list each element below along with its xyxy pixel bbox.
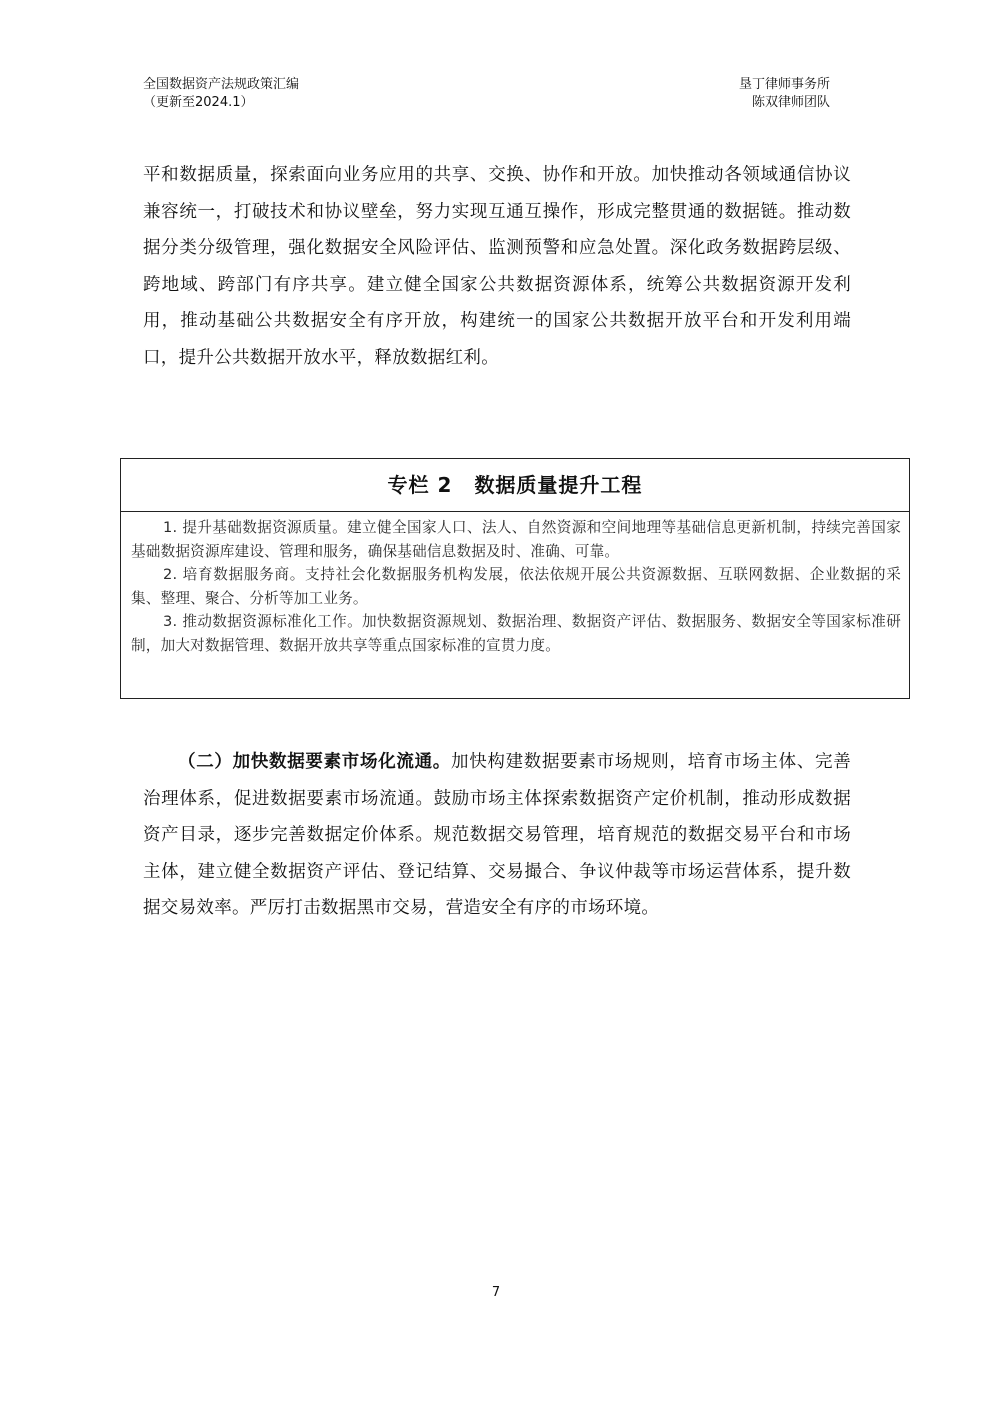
section-body: 加快构建数据要素市场规则，培育市场主体、完善治理体系，促进数据要素市场流通。鼓励市场主体探索数据资产定价机制，推动形成数据资产目录，逐步完善数据定价体系。规范数据交易管理，培育规范的数据交易平台和市场主体，建立健全数据资产评估、登记结算、交易撮合、争议仲裁等市场运营体系，提升数据交易效率。严厉打击数据黑市交易，营造安全有序的市场环境。	[143, 752, 851, 918]
column-item: 2. 培育数据服务商。支持社会化数据服务机构发展，依法依规开展公共资源数据、互联网数据、企业数据的采集、整理、聚合、分析等加工业务。	[131, 566, 901, 607]
header-left	[143, 76, 299, 112]
header-right	[739, 76, 830, 112]
update-note: （更新至2024.1）	[143, 95, 254, 110]
column-item: 3. 推动数据资源标准化工作。加快数据资源规划、数据治理、数据资产评估、数据服务、数据安全等国家标准研制，加大对数据管理、数据开放共享等重点国家标准的宣贯力度。	[131, 613, 901, 654]
body-paragraph-1: 平和数据质量，探索面向业务应用的共享、交换、协作和开放。加快推动各领域通信协议兼容统一，打破技术和协议壁垒，努力实现互通互操作，形成完整贯通的数据链。推动数据分类分级管理，强化数据安全风险评估、监测预警和应急处置。深化政务数据跨层级、跨地域、跨部门有序共享。建立健全国家公共数据资源体系，统筹公共数据资源开发利用，推动基础公共数据安全有序开放，构建统一的国家公共数据开放平台和开发利用端口，提升公共数据开放水平，释放数据红利。	[143, 165, 851, 368]
law-firm-name: 垦丁律师事务所	[738, 77, 830, 92]
compilation-title: 全国数据资产法规政策汇编	[143, 77, 300, 92]
column-box-body	[121, 512, 909, 657]
column-title-text: 数据质量提升工程	[474, 473, 643, 497]
column-box	[120, 458, 910, 699]
column-item: 1. 提升基础数据资源质量。建立健全国家人口、法人、自然资源和空间地理等基础信息更新机制，持续完善国家基础数据资源库建设、管理和服务，确保基础信息数据及时、准确、可靠。	[131, 519, 901, 560]
page-number: 7	[491, 1285, 501, 1300]
section-heading: （二）加快数据要素市场化流通。	[178, 752, 451, 772]
team-name: 陈双律师团队	[751, 95, 830, 110]
column-number: 专栏 2	[387, 473, 453, 497]
column-box-title	[121, 459, 909, 512]
body-paragraph-2	[143, 744, 851, 927]
